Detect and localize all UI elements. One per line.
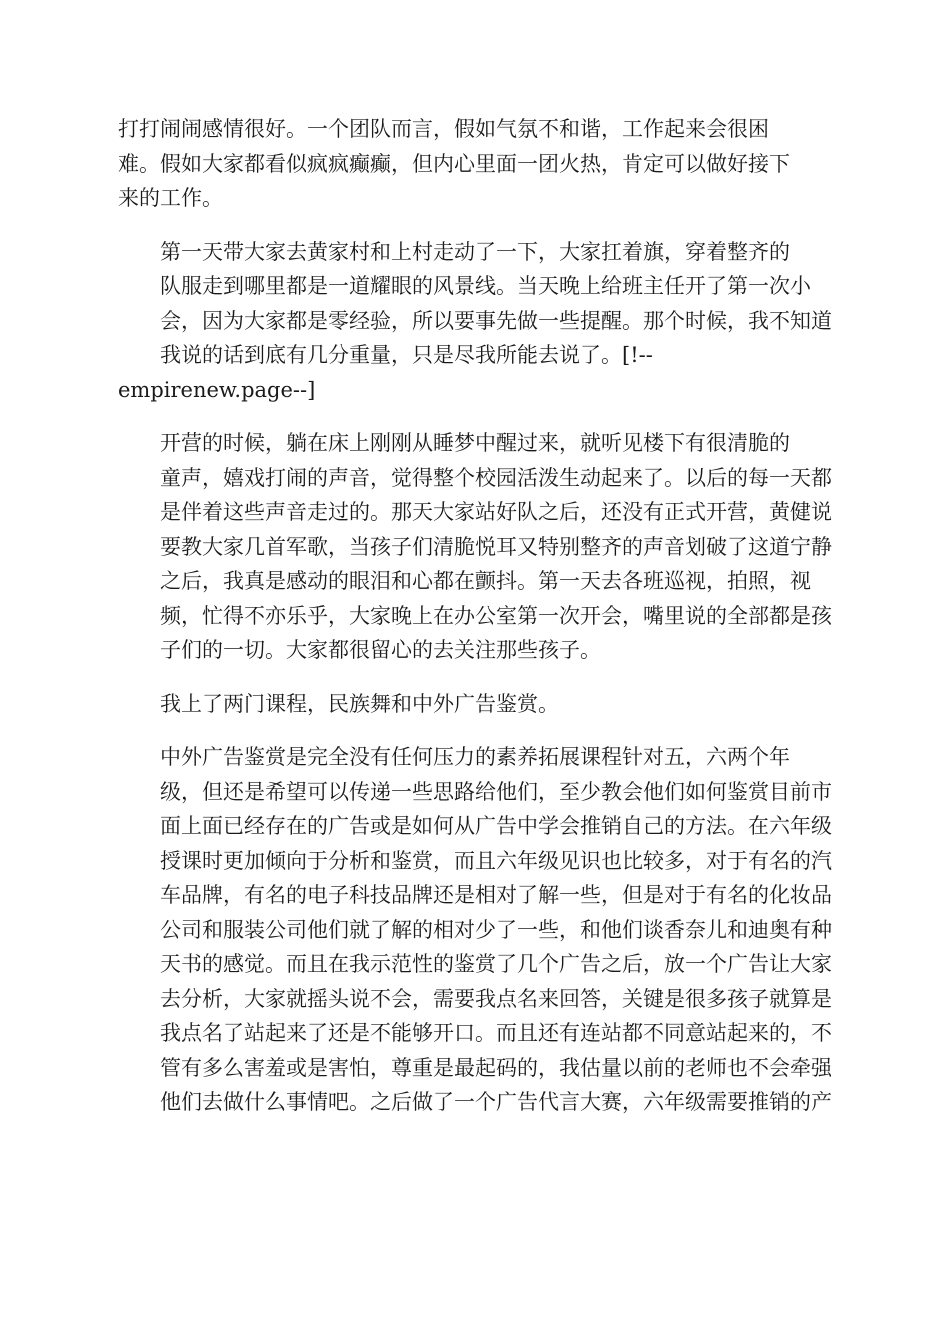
text-line: 我说的话到底有几分重量，只是尽我所能去说了。[!-- — [160, 343, 653, 367]
text-line: 我上了两门课程，民族舞和中外广告鉴赏。 — [160, 691, 559, 716]
paragraph-courses — [118, 687, 838, 722]
text-line: 子们的一切。大家都很留心的去关注那些孩子。 — [160, 638, 601, 662]
page-marker-text: empirenew.page--] — [118, 377, 316, 402]
text-line: 童声，嬉戏打闹的声音，觉得整个校园活泼生动起来了。以后的每一天都 — [160, 465, 832, 490]
text-line: 面上面已经存在的广告或是如何从广告中学会推销自己的方法。在六年级 — [160, 814, 832, 838]
text-line: 授课时更加倾向于分析和鉴赏，而且六年级见识也比较多，对于有名的汽 — [160, 848, 832, 873]
text-line: 去分析，大家就摇头说不会，需要我点名来回答，关键是很多孩子就算是 — [160, 986, 832, 1011]
text-line: 车品牌，有名的电子科技品牌还是相对了解一些，但是对于有名的化妆品 — [160, 883, 832, 907]
text-line: 公司和服装公司他们就了解的相对少了一些，和他们谈香奈儿和迪奥有种 — [160, 917, 832, 942]
text-line: 频，忙得不亦乐乎，大家晚上在办公室第一次开会，嘴里说的全部都是孩 — [160, 603, 832, 628]
text-line: 级，但还是希望可以传递一些思路给他们，至少教会他们如何鉴赏目前市 — [160, 779, 832, 804]
text-line: 天书的感觉。而且在我示范性的鉴赏了几个广告之后，放一个广告让大家 — [160, 952, 832, 976]
paragraph-advertising-course — [118, 740, 838, 1120]
text-line: 第一天带大家去黄家村和上村走动了一下，大家扛着旗，穿着整齐的 — [160, 239, 790, 264]
paragraph-continued — [118, 112, 838, 216]
text-line: 他们去做什么事情吧。之后做了一个广告代言大赛，六年级需要推销的产 — [160, 1090, 832, 1114]
text-line: 打打闹闹感情很好。一个团队而言，假如气氛不和谐，工作起来会很困 — [118, 117, 769, 141]
text-line: 要教大家几首军歌，当孩子们清脆悦耳又特别整齐的声音划破了这道宁静 — [160, 534, 832, 559]
paragraph-camp-opening — [118, 426, 838, 668]
text-line: 我点名了站起来了还是不能够开口。而且还有连站都不同意站起来的，不 — [160, 1021, 832, 1045]
text-line: 来的工作。 — [118, 186, 223, 210]
paragraph-first-day — [118, 235, 838, 408]
document-body — [118, 112, 838, 1139]
text-line: 中外广告鉴赏是完全没有任何压力的素养拓展课程针对五，六两个年 — [160, 745, 790, 769]
text-line: 之后，我真是感动的眼泪和心都在颤抖。第一天去各班巡视，拍照，视 — [160, 569, 811, 593]
text-line: 是伴着这些声音走过的。那天大家站好队之后，还没有正式开营，黄健说 — [160, 500, 832, 524]
text-line: 开营的时候，躺在床上刚刚从睡梦中醒过来，就听见楼下有很清脆的 — [160, 431, 790, 455]
text-line: 难。假如大家都看似疯疯癫癫，但内心里面一团火热，肯定可以做好接下 — [118, 151, 790, 176]
text-line: 会，因为大家都是零经验，所以要事先做一些提醒。那个时候，我不知道 — [160, 308, 832, 333]
text-line: 队服走到哪里都是一道耀眼的风景线。当天晚上给班主任开了第一次小 — [160, 274, 811, 298]
text-line: 管有多么害羞或是害怕，尊重是最起码的，我估量以前的老师也不会牵强 — [160, 1055, 832, 1080]
